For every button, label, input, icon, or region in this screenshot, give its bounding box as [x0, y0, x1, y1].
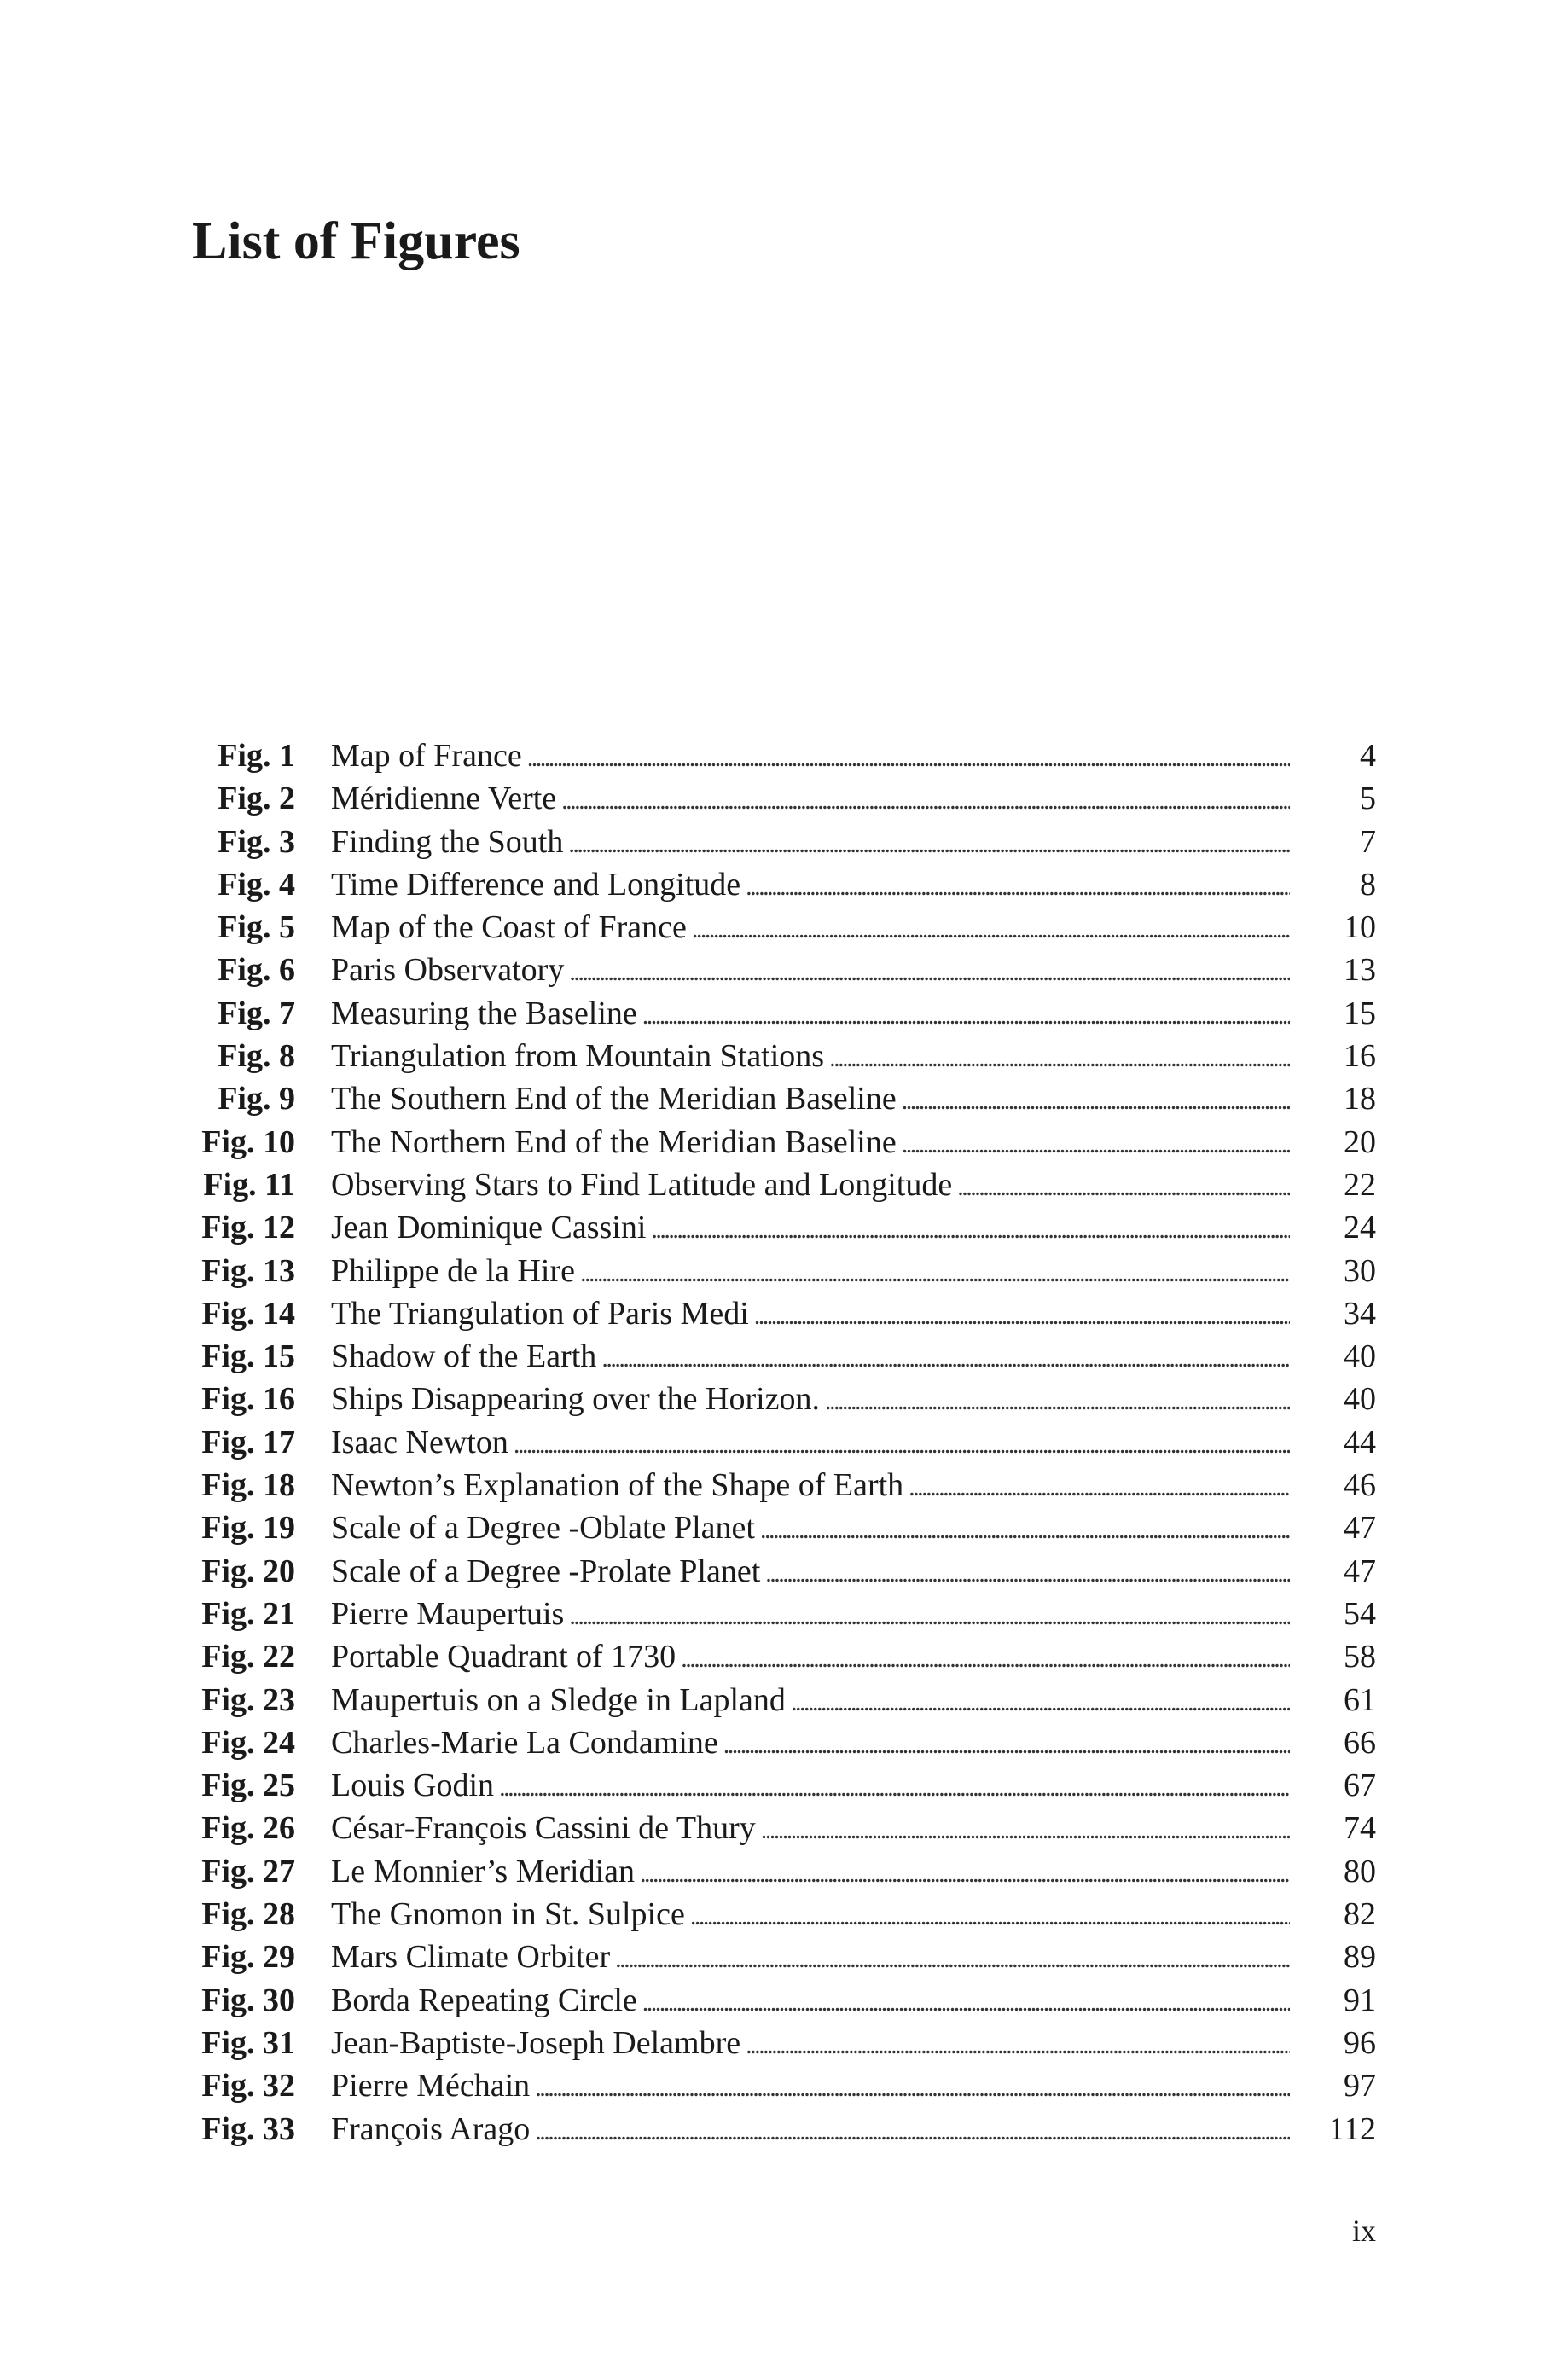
figure-title: César-François Cassini de Thury [331, 1810, 756, 1847]
figure-label: Fig. 32 [201, 2068, 295, 2104]
figure-label: Fig. 25 [201, 1768, 295, 1804]
figure-title: Portable Quadrant of 1730 [331, 1639, 676, 1675]
figure-title-leader [331, 1464, 1290, 1506]
figure-page-number: 15 [1344, 995, 1376, 1031]
figure-label: Fig. 28 [201, 1896, 295, 1933]
figure-page-number: 4 [1360, 738, 1376, 774]
figure-page-number: 30 [1344, 1252, 1376, 1289]
figure-title-leader [331, 1593, 1290, 1635]
figure-title: Newton’s Explanation of the Shape of Earth [331, 1467, 904, 1504]
figure-label: Fig. 3 [218, 823, 295, 860]
figure-title-leader [331, 1077, 1290, 1120]
figure-title: Maupertuis on a Sledge in Lapland [331, 1681, 786, 1718]
figure-title: Scale of a Degree -Oblate Planet [331, 1510, 755, 1547]
figure-title-leader [331, 863, 1290, 906]
figure-entry [0, 734, 1562, 777]
figure-title: Finding the South [331, 823, 564, 860]
figure-label: Fig. 33 [201, 2110, 295, 2147]
figure-page-number: 47 [1344, 1553, 1376, 1589]
figure-title-leader [331, 2064, 1290, 2107]
figure-page-number: 66 [1344, 1724, 1376, 1761]
figure-list [0, 734, 1562, 2151]
figure-page-number: 10 [1344, 909, 1376, 946]
figure-title: Map of the Coast of France [331, 909, 687, 946]
figure-title: Philippe de la Hire [331, 1252, 575, 1289]
figure-label: Fig. 17 [201, 1424, 295, 1460]
figure-title: Pierre Méchain [331, 2068, 531, 2104]
figure-entry [0, 949, 1562, 991]
figure-entry [0, 1335, 1562, 1378]
figure-title-leader [331, 1421, 1290, 1464]
figure-page-number: 54 [1344, 1595, 1376, 1632]
figure-title-leader [331, 821, 1290, 863]
figure-title-leader [331, 1679, 1290, 1721]
figure-entry [0, 1593, 1562, 1635]
figure-label: Fig. 8 [218, 1038, 295, 1075]
figure-entry [0, 1807, 1562, 1849]
figure-label: Fig. 24 [201, 1724, 295, 1761]
figure-title: Borda Repeating Circle [331, 1982, 637, 2018]
figure-title: The Triangulation of Paris Medi [331, 1295, 749, 1332]
figure-entry [0, 1506, 1562, 1549]
figure-page-number: 80 [1344, 1853, 1376, 1889]
figure-title-leader [331, 777, 1290, 820]
figure-page-number: 96 [1344, 2024, 1376, 2061]
figure-title-leader [331, 906, 1290, 949]
figure-page-number: 58 [1344, 1639, 1376, 1675]
figure-label: Fig. 13 [201, 1252, 295, 1289]
figure-title: The Northern End of the Meridian Baseline [331, 1123, 897, 1160]
figure-title: Map of France [331, 738, 522, 774]
figure-page-number: 18 [1344, 1081, 1376, 1117]
figure-title-leader [331, 1936, 1290, 1978]
figure-title: François Arago [331, 2110, 531, 2147]
figure-label: Fig. 30 [201, 1982, 295, 2018]
figure-label: Fig. 15 [201, 1338, 295, 1375]
figure-label: Fig. 12 [201, 1210, 295, 1246]
figure-title-leader [331, 2108, 1290, 2151]
figure-label: Fig. 31 [201, 2024, 295, 2061]
figure-title-leader [331, 1164, 1290, 1206]
figure-label: Fig. 26 [201, 1810, 295, 1847]
figure-entry [0, 1121, 1562, 1164]
figure-label: Fig. 6 [218, 952, 295, 989]
figure-entry [0, 821, 1562, 863]
figure-page-number: 40 [1344, 1381, 1376, 1418]
figure-page-number: 47 [1344, 1510, 1376, 1547]
figure-title-leader [331, 1506, 1290, 1549]
figure-title-leader [331, 949, 1290, 991]
figure-page-number: 5 [1360, 781, 1376, 817]
figure-title: The Southern End of the Meridian Baseline [331, 1081, 897, 1117]
figure-entry [0, 1164, 1562, 1206]
figure-label: Fig. 1 [218, 738, 295, 774]
figure-entry [0, 1936, 1562, 1978]
figure-entry [0, 1979, 1562, 2022]
figure-page-number: 7 [1360, 823, 1376, 860]
figure-title-leader [331, 1764, 1290, 1807]
figure-label: Fig. 23 [201, 1681, 295, 1718]
figure-entry [0, 2108, 1562, 2151]
figure-label: Fig. 21 [201, 1595, 295, 1632]
figure-page-number: 112 [1328, 2110, 1376, 2147]
figure-label: Fig. 16 [201, 1381, 295, 1418]
figure-entry [0, 1378, 1562, 1420]
figure-page-number: 13 [1344, 952, 1376, 989]
figure-entry [0, 1035, 1562, 1077]
figure-label: Fig. 5 [218, 909, 295, 946]
figure-page-number: 82 [1344, 1896, 1376, 1933]
figure-entry [0, 1721, 1562, 1764]
figure-page-number: 67 [1344, 1768, 1376, 1804]
figure-title-leader [331, 1850, 1290, 1893]
figure-title: Méridienne Verte [331, 781, 557, 817]
figure-label: Fig. 2 [218, 781, 295, 817]
figure-label: Fig. 10 [201, 1123, 295, 1160]
figure-entry [0, 2022, 1562, 2064]
figure-title-leader [331, 1807, 1290, 1849]
figure-page-number: 89 [1344, 1939, 1376, 1976]
figure-page-number: 91 [1344, 1982, 1376, 2018]
figure-title: Pierre Maupertuis [331, 1595, 565, 1632]
figure-title-leader [331, 1550, 1290, 1593]
figure-page-number: 34 [1344, 1295, 1376, 1332]
figure-title-leader [331, 1292, 1290, 1335]
figure-page-number: 74 [1344, 1810, 1376, 1847]
figure-entry [0, 1206, 1562, 1249]
figure-title-leader [331, 2022, 1290, 2064]
figure-title: Measuring the Baseline [331, 995, 637, 1031]
figure-entry [0, 1077, 1562, 1120]
figure-title: Jean-Baptiste-Joseph Delambre [331, 2024, 741, 2061]
figure-label: Fig. 19 [201, 1510, 295, 1547]
figure-page-number: 8 [1360, 866, 1376, 903]
figure-title-leader [331, 992, 1290, 1035]
figure-title: Shadow of the Earth [331, 1338, 597, 1375]
figure-title: Le Monnier’s Meridian [331, 1853, 635, 1889]
figure-title: Jean Dominique Cassini [331, 1210, 647, 1246]
figure-label: Fig. 20 [201, 1553, 295, 1589]
figure-title: Paris Observatory [331, 952, 565, 989]
figure-page-number: 40 [1344, 1338, 1376, 1375]
figure-title-leader [331, 1121, 1290, 1164]
figure-label: Fig. 7 [218, 995, 295, 1031]
figure-label: Fig. 4 [218, 866, 295, 903]
figure-title-leader [331, 1335, 1290, 1378]
figure-label: Fig. 22 [201, 1639, 295, 1675]
figure-title-leader [331, 1378, 1290, 1420]
figure-title: Scale of a Degree -Prolate Planet [331, 1553, 761, 1589]
figure-title-leader [331, 1979, 1290, 2022]
figure-label: Fig. 18 [201, 1467, 295, 1504]
figure-label: Fig. 9 [218, 1081, 295, 1117]
figure-page-number: 44 [1344, 1424, 1376, 1460]
figure-entry [0, 863, 1562, 906]
figure-label: Fig. 29 [201, 1939, 295, 1976]
figure-entry [0, 1764, 1562, 1807]
figure-title: Isaac Newton [331, 1424, 508, 1460]
figure-entry [0, 1679, 1562, 1721]
figure-page-number: 46 [1344, 1467, 1376, 1504]
figure-entry [0, 1292, 1562, 1335]
figure-entry [0, 1421, 1562, 1464]
figure-page-number: 24 [1344, 1210, 1376, 1246]
figure-label: Fig. 27 [201, 1853, 295, 1889]
figure-title: Charles-Marie La Condamine [331, 1724, 718, 1761]
figure-title-leader [331, 1250, 1290, 1292]
figure-title-leader [331, 1721, 1290, 1764]
figure-page-number: 97 [1344, 2068, 1376, 2104]
figure-title-leader [331, 1893, 1290, 1936]
figure-entry [0, 1250, 1562, 1292]
figure-entry [0, 2064, 1562, 2107]
figure-entry [0, 1893, 1562, 1936]
figure-entry [0, 1850, 1562, 1893]
figure-title-leader [331, 1206, 1290, 1249]
figure-title: Observing Stars to Find Latitude and Longitude [331, 1166, 953, 1203]
figure-title: Time Difference and Longitude [331, 866, 741, 903]
figure-title: The Gnomon in St. Sulpice [331, 1896, 685, 1933]
figure-entry [0, 1635, 1562, 1678]
figure-entry [0, 992, 1562, 1035]
figure-title: Ships Disappearing over the Horizon. [331, 1381, 821, 1418]
figure-page-number: 61 [1344, 1681, 1376, 1718]
figure-title-leader [331, 734, 1290, 777]
figure-label: Fig. 14 [201, 1295, 295, 1332]
figure-entry [0, 777, 1562, 820]
page-title: List of Figures [192, 212, 520, 270]
figure-title-leader [331, 1635, 1290, 1678]
page-number: ix [1351, 2214, 1376, 2248]
figure-entry [0, 1550, 1562, 1593]
figure-label: Fig. 11 [203, 1166, 295, 1203]
figure-entry [0, 1464, 1562, 1506]
figure-entry [0, 906, 1562, 949]
figure-page-number: 20 [1344, 1123, 1376, 1160]
figure-page-number: 22 [1344, 1166, 1376, 1203]
figure-title-leader [331, 1035, 1290, 1077]
figure-title: Mars Climate Orbiter [331, 1939, 611, 1976]
figure-title: Louis Godin [331, 1768, 495, 1804]
figure-page-number: 16 [1344, 1038, 1376, 1075]
figure-title: Triangulation from Mountain Stations [331, 1038, 825, 1075]
